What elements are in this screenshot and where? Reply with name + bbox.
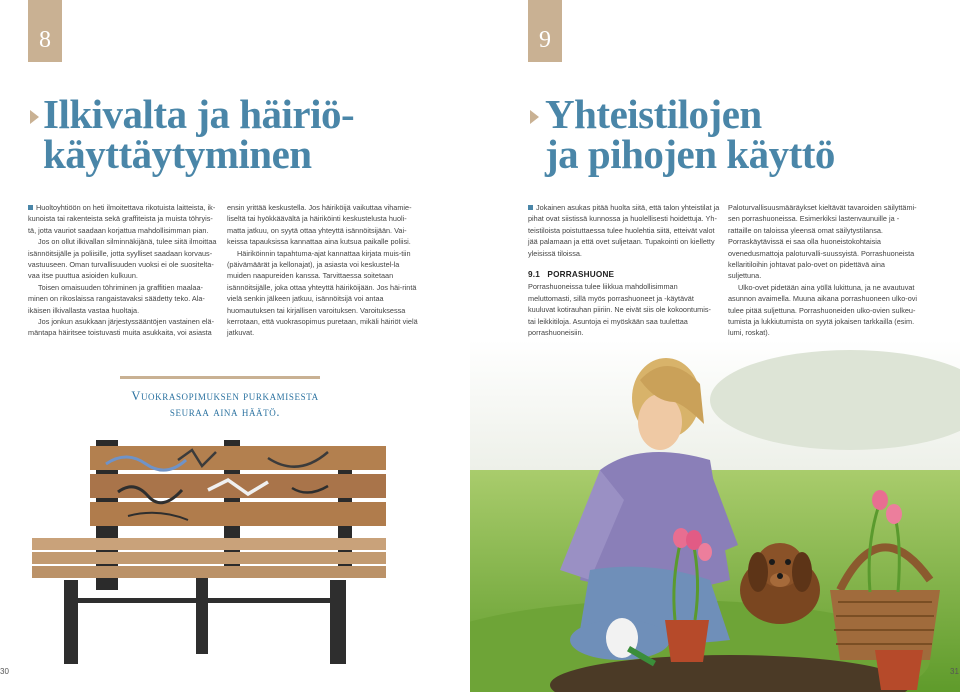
text-column-left-1 (28, 202, 220, 339)
quote-line: Vuokrasopimuksen purkamisesta (131, 389, 319, 403)
triangle-arrow-icon (30, 110, 39, 124)
section-title: PORRASHUONE (547, 270, 615, 280)
quote-divider (120, 376, 320, 379)
paragraph: Jos on ollut ilkivallan silminnäkijänä, tulee siitä ilmoittaa isännöitsijälle ja poliisille, jotta syylliset saadaan korvaus-vastuuseen. Oman turvallisuuden vuoksi ei ole suositelta-vaa itse puuttua asioiden kulkuun. (28, 237, 217, 281)
section-number: 9.1 (528, 270, 540, 280)
page-number-left: 30 (0, 667, 9, 676)
heading-line: Ilkivalta ja häiriö- (43, 91, 355, 137)
text-column-right-2 (728, 202, 920, 339)
page-tab-right (528, 0, 562, 62)
page-title-right (545, 91, 945, 177)
square-bullet-icon (528, 205, 533, 210)
garden-photo (470, 340, 960, 692)
paragraph (528, 202, 720, 259)
bench-photo (28, 430, 390, 670)
tab-number: 9 (539, 27, 551, 53)
heading-line: Yhteistilojen (545, 91, 762, 137)
pull-quote (120, 388, 330, 420)
text-column-left-2 (227, 202, 419, 339)
paragraph: Porrashuoneissa tulee liikkua mahdollisimman meluttomasti, sillä myös porrashuoneet ja -käytävät kuuluvat kotirauhan piiriin. Ne eivät siis ole kokoontumis- tai leikkitiloja. Asuntoja ei myöskään saa tuulettaa porrashuoneisiin. (528, 282, 711, 338)
paragraph: Toisen omaisuuden töhriminen ja graffitien maalaa-minen on rikoslaissa rangaistavaksi säädetty teko. Ala-ikäisen ilkivallasta vastaa huoltaja. (28, 282, 205, 315)
section-heading (528, 269, 720, 280)
paragraph-text: Huoltoyhtiöön on heti ilmoitettava rikotuista laitteista, ik-kunoista tai rakenteista sekä graffiteista ja muista töhryis-tä, jotta vauriot saadaan korjattua mahdollisimman pian. (28, 203, 216, 235)
page-number-right: 31 (950, 667, 959, 676)
page-title-left (43, 91, 443, 177)
page-tab-left (28, 0, 62, 62)
paragraph-text: Jokainen asukas pitää huolta siitä, että talon yhteistilat ja pihat ovat siistissä kunnossa ja huolellisesti hoidettuja. Yh-teistiloista poistuttaessa tulee huolehtia siitä, etteivät valot jää palamaan ja että ovet suljetaan. Tupakointi on kielletty yleisissä tiloissa. (528, 203, 720, 258)
paragraph: Jos jonkun asukkaan järjestyssääntöjen vastainen elä-mäntapa häiritsee toistuvasti muita asukkaita, voi asiasta (28, 317, 215, 338)
heading-line: käyttäytyminen (43, 131, 312, 177)
tab-number: 8 (39, 27, 51, 53)
heading-line: ja pihojen käyttö (545, 131, 835, 177)
paragraph (28, 202, 220, 236)
triangle-arrow-icon (530, 110, 539, 124)
quote-line: seuraa aina häätö. (169, 405, 281, 419)
paragraph: ensin yrittää keskustella. Jos häiriköijä vaikuttaa vihamie-liseltä tai hyökkäävältä ja häiriköinti keskustelusta huoli-matta jatkuu, on syytä ottaa yhteyttä isännöitsijään. Vai-keissa tapauksissa kannattaa aina kutsua paikalle poliisi. (227, 203, 412, 247)
text-column-right-1 (528, 202, 720, 338)
paragraph: Paloturvallisuusmääräykset kieltävät tavaroiden säilyttämi-sen porrashuoneissa. Esimerkiksi lastenvaunuille ja -rattaille on taloissa yleensä omat säilytystilansa. Porraskäytävissä ei saa olla huoneistokohtaisia ovenedusmattoja paloturvalli-suussyistä. Porrashuoneista kellaritiloihin johtavat palo-ovet on pidettävä aina suljettuna. (728, 203, 917, 281)
square-bullet-icon (28, 205, 33, 210)
paragraph: Häiriköinnin tapahtuma-ajat kannattaa kirjata muis-tiin (päivämäärät ja kellonajat), ja asiasta voi keskustel-la muiden naapureiden kanssa. Tarvittaessa soitetaan isännöitsijälle, joka ottaa yhteyttä häiriköijään. Jos häi-rintä vielä senkin jälkeen jatkuu, isännöitsijä voi antaa huomautuksen tai kirjallisen varoituksen. Varoituksessa kerrotaan, että vuokrasopimus puretaan, mikäli häiriöt vielä jatkuvat. (227, 248, 418, 338)
paragraph: Ulko-ovet pidetään aina yöllä lukittuna, ja ne avautuvat asunnon avaimella. Muuna aikana porrashuoneen ulko-ovi tulee pitää suljettuna. Porrashuoneiden ulko-ovien sulkeu-tumista ja lukkiutumista on syytä jokaisen tarkkailla (esim. lumi, roskat). (728, 282, 918, 338)
